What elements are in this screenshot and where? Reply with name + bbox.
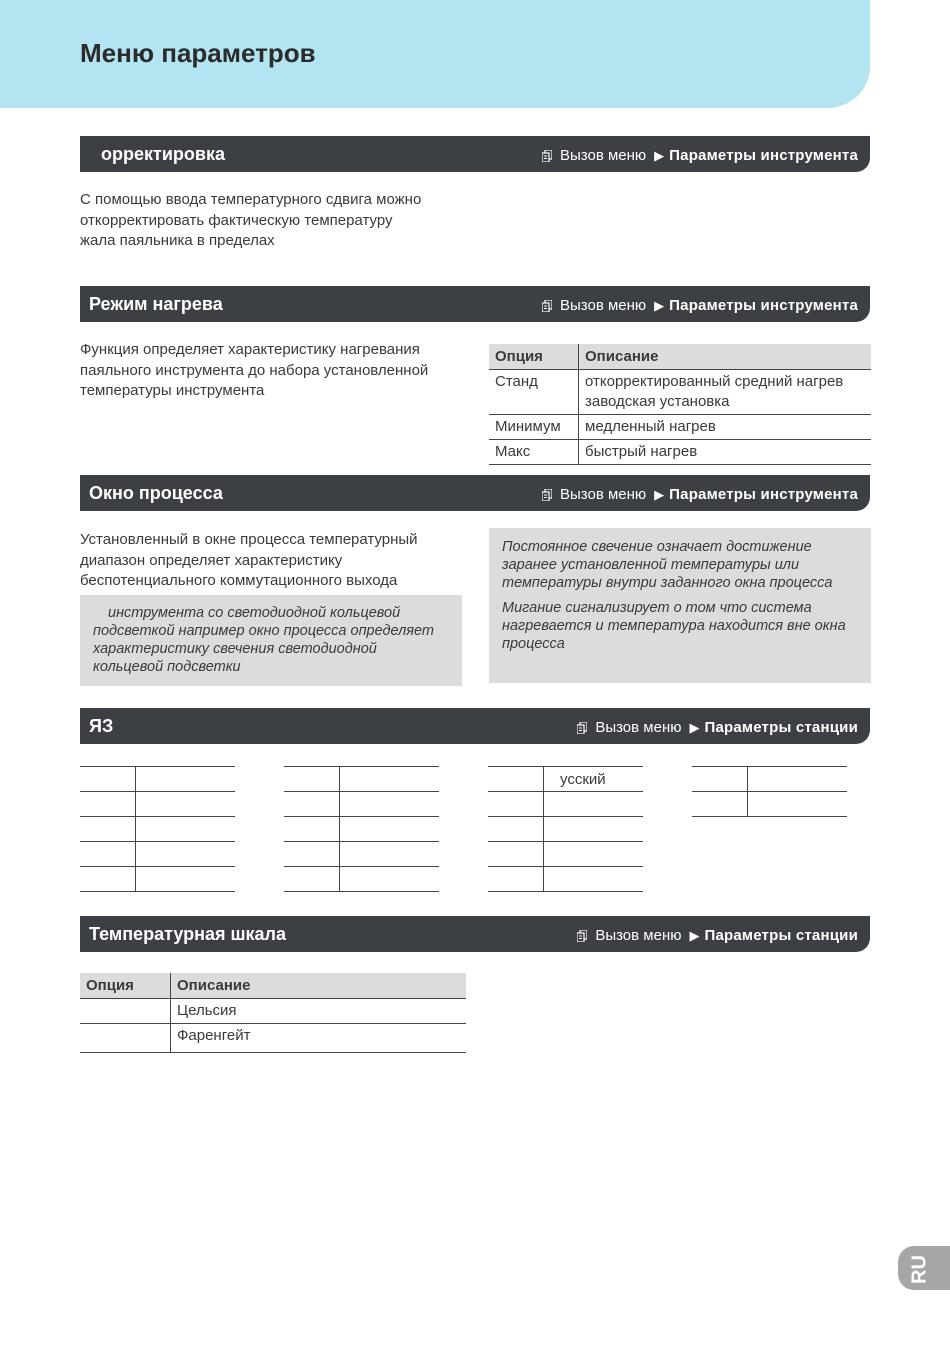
table-row xyxy=(80,842,235,867)
option-cell xyxy=(80,1024,171,1053)
table-row xyxy=(80,792,235,817)
menu-icon xyxy=(577,930,587,942)
code-cell xyxy=(284,867,340,892)
menu-path xyxy=(542,147,858,164)
table-header-row xyxy=(80,973,466,999)
column-header: Опция xyxy=(489,344,579,370)
option-cell: Станд xyxy=(489,370,579,415)
code-cell xyxy=(80,842,136,867)
section-title: ЯЗ xyxy=(89,716,114,736)
table-row xyxy=(284,792,439,817)
arrow-right-icon: ▶ xyxy=(689,928,700,943)
table-header-row xyxy=(489,344,871,370)
heating-options-table xyxy=(489,344,871,465)
page-title: Меню параметров xyxy=(80,38,316,68)
table-row xyxy=(489,440,871,465)
code-cell xyxy=(80,867,136,892)
note-box-right xyxy=(489,528,871,683)
language-tab-label: RU xyxy=(908,1255,931,1284)
language-cell xyxy=(340,867,440,892)
correction-text: С помощью ввода температурного сдвига можно откорректировать фактическую температуру жала паяльника в пределах xyxy=(80,191,422,249)
table-row xyxy=(692,792,847,817)
description-cell: откорректированный средний нагрев заводская установка xyxy=(579,370,872,415)
menu-call-label: Вызов меню xyxy=(595,719,682,736)
menu-path xyxy=(542,486,858,503)
arrow-right-icon: ▶ xyxy=(654,298,665,313)
option-cell: Минимум xyxy=(489,415,579,440)
description-cell: быстрый нагрев xyxy=(579,440,872,465)
table-row xyxy=(80,1024,466,1053)
temp-scale-table xyxy=(80,973,466,1053)
menu-call-label: Вызов меню xyxy=(560,486,647,503)
language-cell xyxy=(136,767,236,792)
code-cell xyxy=(488,842,544,867)
section-title: орректировка xyxy=(101,144,225,164)
heating-text: Функция определяет характеристику нагревания паяльного инструмента до набора установленной температуры инструмента xyxy=(80,341,429,399)
code-cell xyxy=(488,817,544,842)
language-cell xyxy=(748,792,848,817)
table-row xyxy=(80,767,235,792)
language-cell: усский xyxy=(544,767,644,792)
table-row xyxy=(488,867,643,892)
menu-target-label: Параметры станции xyxy=(704,927,858,944)
table-row xyxy=(284,817,439,842)
menu-call-label: Вызов меню xyxy=(560,297,647,314)
language-cell xyxy=(544,867,644,892)
description-cell: Фаренгейт xyxy=(171,1024,467,1053)
note-box-left xyxy=(80,595,462,686)
process-window-text: Установленный в окне процесса температурный диапазон определяет характеристику беспотенциального коммутационного выхода xyxy=(80,531,418,589)
language-cell xyxy=(136,817,236,842)
description-cell: Цельсия xyxy=(171,999,467,1024)
menu-icon xyxy=(542,150,552,162)
table-row xyxy=(488,792,643,817)
column-header: Описание xyxy=(579,344,872,370)
menu-path xyxy=(577,719,858,736)
section-title: Окно процесса xyxy=(89,483,223,503)
code-cell xyxy=(488,792,544,817)
table-row xyxy=(284,842,439,867)
note-text: инструмента со светодиодной кольцевой подсветкой например окно процесса определяет характеристику свечения светодиодной кольцевой подсветки xyxy=(93,605,435,675)
table-row xyxy=(80,999,466,1024)
menu-icon xyxy=(542,489,552,501)
language-table-4 xyxy=(692,766,847,817)
language-cell xyxy=(136,842,236,867)
language-cell xyxy=(544,817,644,842)
section-header-heating xyxy=(80,286,870,322)
table-row xyxy=(284,867,439,892)
code-cell xyxy=(692,767,748,792)
code-cell xyxy=(488,767,544,792)
table-row xyxy=(488,767,643,792)
table-row xyxy=(489,370,871,415)
code-cell xyxy=(488,867,544,892)
column-header: Опция xyxy=(80,973,171,999)
menu-target-label: Параметры инструмента xyxy=(669,297,858,314)
option-cell: Макс xyxy=(489,440,579,465)
arrow-right-icon: ▶ xyxy=(654,148,665,163)
language-cell xyxy=(340,792,440,817)
language-cell xyxy=(340,842,440,867)
menu-path xyxy=(577,927,858,944)
section-title: Температурная шкала xyxy=(89,924,286,944)
code-cell xyxy=(80,792,136,817)
section-title: Режим нагрева xyxy=(89,294,223,314)
menu-icon xyxy=(542,300,552,312)
code-cell xyxy=(284,767,340,792)
language-table-1 xyxy=(80,766,235,892)
section-header-process-window xyxy=(80,475,870,511)
language-table-2 xyxy=(284,766,439,892)
note-text: Мигание сигнализирует о том что система нагревается и температура находится вне окна процесса xyxy=(502,600,846,652)
arrow-right-icon: ▶ xyxy=(654,487,665,502)
column-header: Описание xyxy=(171,973,467,999)
language-table-3 xyxy=(488,766,643,892)
language-cell xyxy=(340,817,440,842)
table-row xyxy=(80,817,235,842)
language-tab xyxy=(898,1246,950,1290)
code-cell xyxy=(284,842,340,867)
section-header-language xyxy=(80,708,870,744)
menu-call-label: Вызов меню xyxy=(560,147,647,164)
table-row xyxy=(488,817,643,842)
table-row xyxy=(284,767,439,792)
code-cell xyxy=(80,817,136,842)
table-row xyxy=(692,767,847,792)
table-row xyxy=(489,415,871,440)
code-cell xyxy=(284,792,340,817)
language-cell xyxy=(136,792,236,817)
menu-icon xyxy=(577,722,587,734)
menu-target-label: Параметры инструмента xyxy=(669,147,858,164)
code-cell xyxy=(692,792,748,817)
menu-call-label: Вызов меню xyxy=(595,927,682,944)
language-cell xyxy=(340,767,440,792)
section-header-correction xyxy=(80,136,870,172)
menu-target-label: Параметры инструмента xyxy=(669,486,858,503)
code-cell xyxy=(80,767,136,792)
language-cell xyxy=(544,792,644,817)
option-cell xyxy=(80,999,171,1024)
menu-target-label: Параметры станции xyxy=(704,719,858,736)
language-cell xyxy=(544,842,644,867)
language-cell xyxy=(748,767,848,792)
table-row xyxy=(80,867,235,892)
note-text: Постоянное свечение означает достижение заранее установленной температуры или температуры внутри заданного окна процесса xyxy=(502,539,833,591)
description-cell: медленный нагрев xyxy=(579,415,872,440)
arrow-right-icon: ▶ xyxy=(689,720,700,735)
language-cell xyxy=(136,867,236,892)
table-row xyxy=(488,842,643,867)
code-cell xyxy=(284,817,340,842)
menu-path xyxy=(542,297,858,314)
section-header-temp-scale xyxy=(80,916,870,952)
